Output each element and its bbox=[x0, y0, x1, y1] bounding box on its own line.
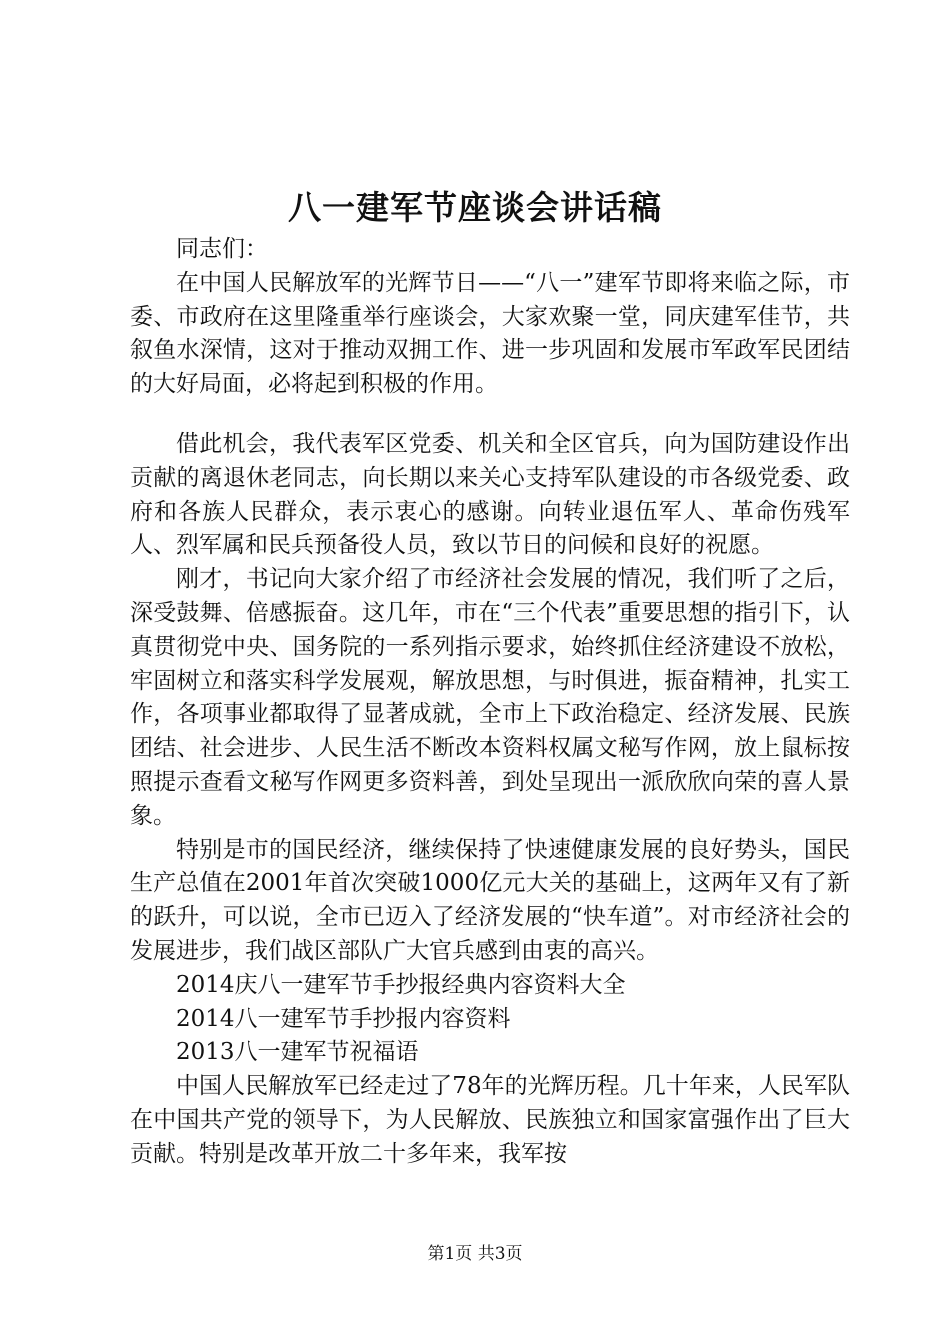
related-link-2: 2014八一建军节手抄报内容资料 bbox=[176, 1005, 511, 1032]
paragraph-development: 刚才，书记向大家介绍了市经济社会发展的情况，我们听了之后，深受鼓舞、倍感振奋。这几年，市在“三个代表”重要思想的指引下，认真贯彻党中央、国务院的一系列指示要求，始终抓住经济建设不放松，牢固树立和落实科学发展观，解放思想，与时俱进，振奋精神，扎实工作，各项事业都取得了显著成就，全市上下政治稳定、经济发展、民族团结、社会进步、人民生活不断改本资料权属文秘写作网，放上鼠标按照提示查看文秘写作网更多资料善，到处呈现出一派欣欣向荣的喜人景象。 bbox=[130, 566, 850, 829]
paragraph-thanks: 借此机会，我代表军区党委、机关和全区官兵，向为国防建设作出贡献的离退休老同志，向长期以来关心支持军队建设的市各级党委、政府和各族人民群众，表示衷心的感谢。向转业退伍军人、革命伤残军人、烈军属和民兵预备役人员，致以节日的问候和良好的祝愿。 bbox=[130, 430, 850, 559]
salutation: 同志们： bbox=[176, 236, 268, 262]
page-number: 第1页 共3页 bbox=[427, 1244, 523, 1264]
document-body bbox=[130, 233, 850, 1172]
paragraph-history: 中国人民解放军已经走过了78年的光辉历程。几十年来，人民军队在中国共产党的领导下，为人民解放、民族独立和国家富强作出了巨大贡献。特别是改革开放二十多年来，我军按 bbox=[130, 1073, 850, 1167]
paragraph-opening: 在中国人民解放军的光辉节日——“八一”建军节即将来临之际，市委、市政府在这里隆重举行座谈会，大家欢聚一堂，同庆建军佳节，共叙鱼水深情，这对于推动双拥工作、进一步巩固和发展市军政军民团结的大好局面，必将起到积极的作用。 bbox=[130, 269, 850, 398]
related-link-3: 2013八一建军节祝福语 bbox=[176, 1039, 419, 1066]
related-link-1: 2014庆八一建军节手抄报经典内容资料大全 bbox=[176, 971, 626, 998]
document-title: 八一建军节座谈会讲话稿 bbox=[288, 188, 662, 227]
paragraph-economy: 特别是市的国民经济，继续保持了快速健康发展的良好势头，国民生产总值在2001年首次突破1000亿元大关的基础上，这两年又有了新的跃升，可以说，全市已迈入了经济发展的“快车道”。对市经济社会的发展进步，我们战区部队广大官兵感到由衷的高兴。 bbox=[130, 836, 850, 964]
